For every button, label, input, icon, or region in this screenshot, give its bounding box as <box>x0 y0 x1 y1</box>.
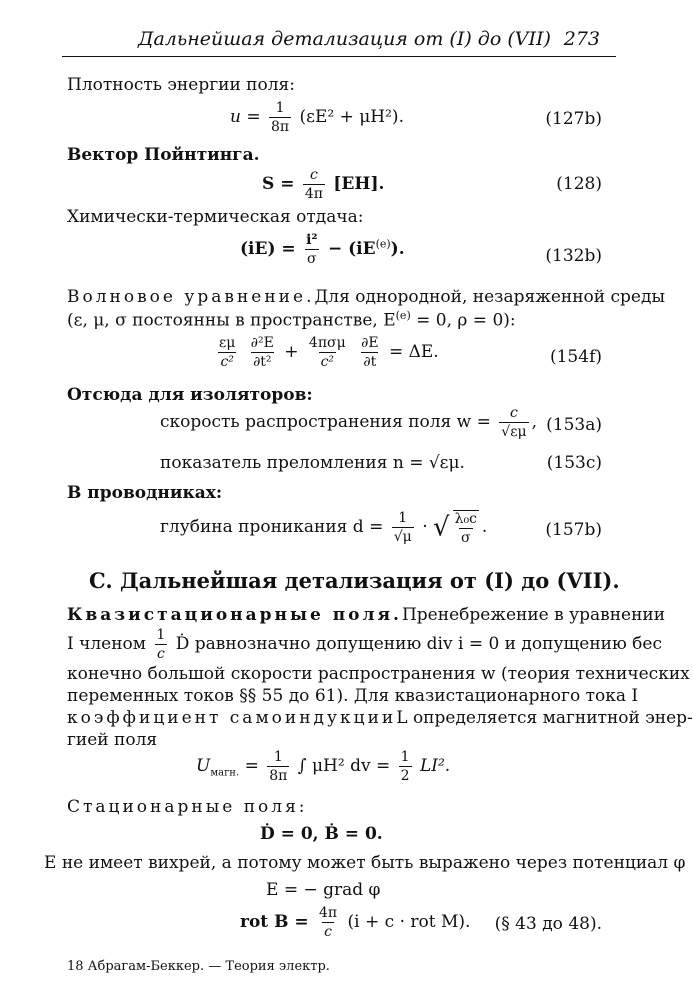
quasi-line-1: Квазистационарные поля. Пренебрежение в уравнении <box>67 605 666 625</box>
energy-density-label: Плотность энергии поля: <box>67 75 295 95</box>
rot-b-formula: rot B = $\frac{4\pi}{c}$ (i + c · rot M). <box>240 905 471 940</box>
quasi-line-6: гией поля <box>67 730 158 750</box>
isolators-label: Отсюда для изоляторов: <box>67 385 313 405</box>
potential-line: E не имеет вихрей, а потому может быть выражено через потенциал φ <box>44 853 686 873</box>
quasi-line-3: конечно большой скорости распространения w (теория технических <box>67 664 690 684</box>
equation-number-153a: (153a) <box>546 415 602 435</box>
penetration-depth-formula: глубина проникания d = $\frac{1}{√\mu}$ · √ $\frac{\text{λ₀c}}{\sigma}$ . <box>160 510 488 546</box>
header-rule <box>62 56 616 57</box>
refraction-index-formula: показатель преломления n = √εμ. <box>160 453 465 473</box>
quasi-line-4: переменных токов §§ 55 до 61). Для квазистационарного тока I <box>67 686 639 706</box>
section-heading: C. Дальнейшая детализация от (I) до (VII). <box>89 568 620 593</box>
stationary-fields-formula: Ḋ = 0, Ḃ = 0. <box>260 824 383 844</box>
quasi-line-5: коэффициент самоиндукции L определяется магнитной энер- <box>67 708 693 728</box>
equation-number-153c: (153c) <box>546 453 602 473</box>
stationary-fields-label: Стационарные поля: <box>67 797 308 817</box>
wave-equation-intro: Волновое уравнение. Для однородной, незаряженной среды <box>67 287 665 307</box>
equation-number-132b: (132b) <box>545 246 602 266</box>
magnetic-energy-formula: $U_{магн.}$ = $\frac{1}{8\pi}$ ∫ μH² dv = $\frac{1}{2}$ LI². <box>196 749 451 784</box>
running-header-title: Дальнейшая детализация от (I) до (VII) <box>138 28 551 50</box>
poynting-label: Вектор Пойнтинга. <box>67 145 260 165</box>
wave-equation-formula: $\frac{\varepsilon\mu}{\text{c²}}$ $\frac{\text{∂²E}}{\text{∂t²}}$ + $\frac{\text{4πσμ}}{\text{c²}}$ $\frac{\partial E}{\partial t}$ = ΔE. <box>219 335 439 370</box>
propagation-speed-formula: скорость распространения поля w = $\frac{c}{√\varepsilon\mu}$ , <box>160 405 537 440</box>
quasi-line-2: I членом $\frac{1}{c}$ Ḋ равнозначно допущению div i = 0 и допущению бес <box>67 627 663 662</box>
equation-number-157b: (157b) <box>545 520 602 540</box>
section-reference: (§ 43 до 48). <box>494 914 602 934</box>
page-number: 273 <box>563 28 600 50</box>
equation-number-154f: (154f) <box>549 347 602 367</box>
wave-equation-conditions: (ε, μ, σ постоянны в пространстве, $E^{(e)} = 0$, ρ = 0): <box>67 309 516 331</box>
energy-density-formula: u = $\frac{1}{8\pi}$ (εE² + μH²). <box>230 100 404 135</box>
chemical-thermal-formula: (iE) = $\frac{\text{i²}}{\sigma}$ − $(iE^{(e)})$. <box>240 232 405 267</box>
gradient-formula: E = − grad φ <box>266 880 381 900</box>
equation-number-127b: (127b) <box>545 109 602 129</box>
conductors-label: В проводниках: <box>67 483 223 503</box>
equation-number-128: (128) <box>556 174 602 194</box>
footer-signature: 18 Абрагам-Беккер. — Теория электр. <box>67 959 330 974</box>
chemical-thermal-label: Химически-термическая отдача: <box>67 207 364 227</box>
poynting-formula: S = $\frac{c}{4\pi}$ [EH]. <box>262 167 385 202</box>
